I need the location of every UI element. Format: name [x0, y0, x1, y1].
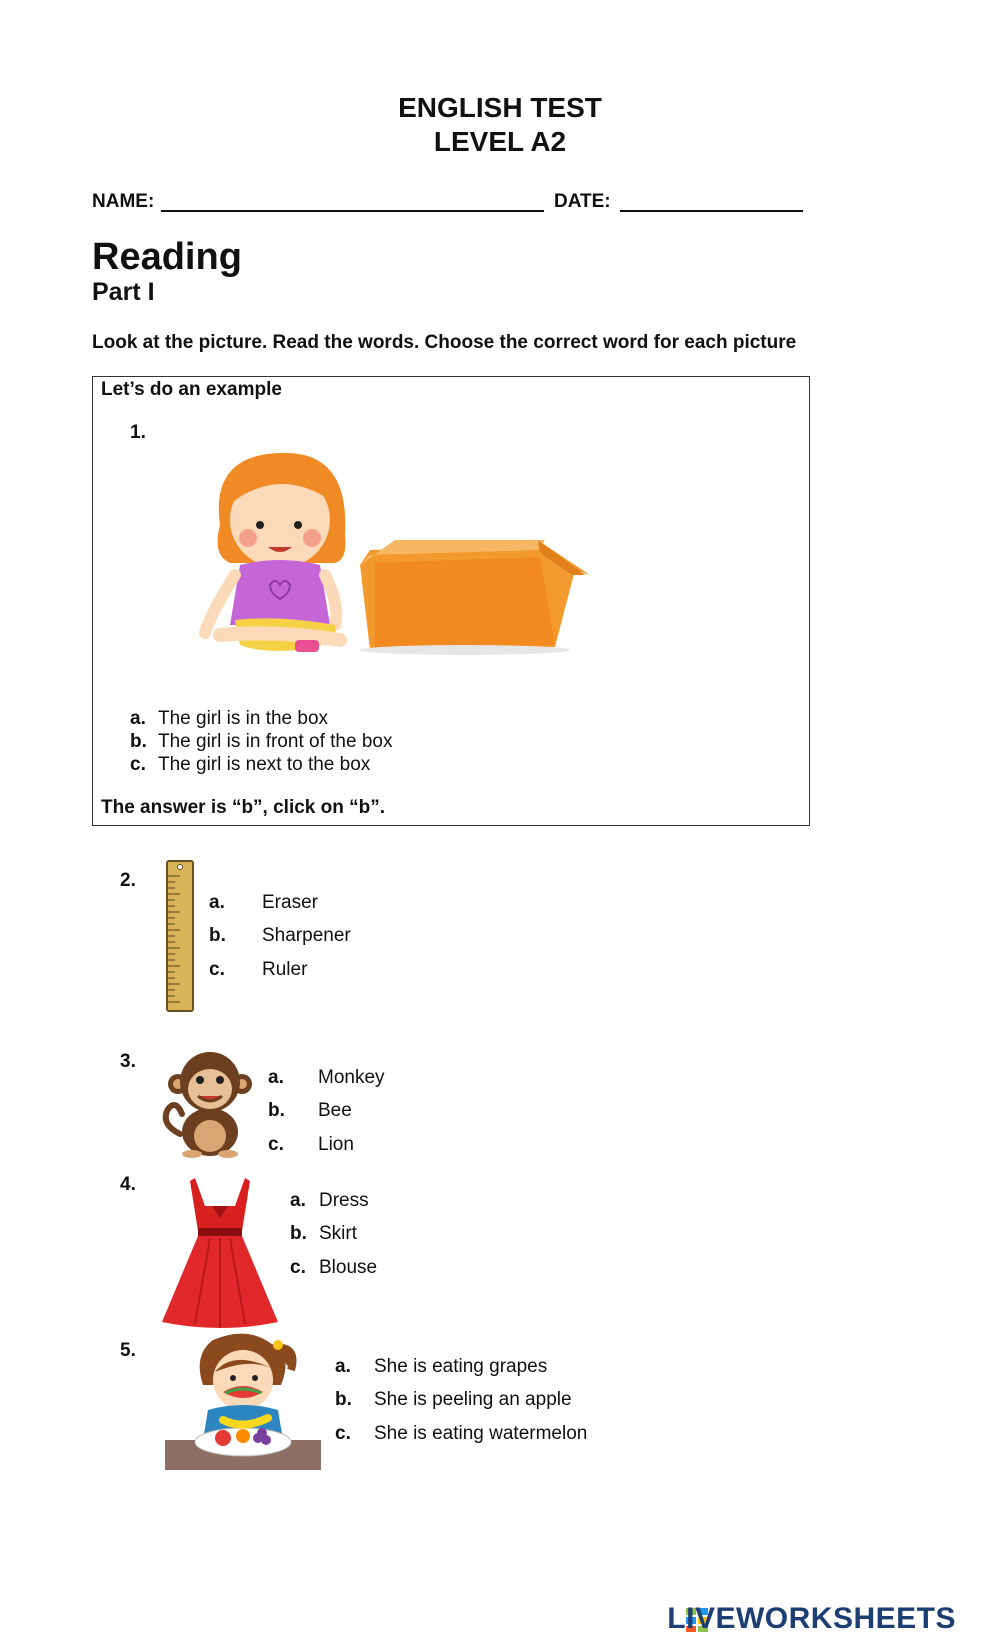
option-letter: b.	[209, 925, 226, 946]
option-text: The girl is in the box	[158, 708, 329, 729]
example-option-c[interactable]	[130, 753, 370, 776]
option-letter: a.	[290, 1190, 306, 1211]
question-number: 4.	[120, 1174, 136, 1195]
option-letter: a.	[335, 1356, 351, 1377]
question-number: 2.	[120, 870, 136, 891]
q5-option-b[interactable]	[335, 1388, 572, 1411]
option-text: Blouse	[319, 1257, 378, 1278]
liveworksheets-watermark: LIVEWORKSHEETS	[667, 1602, 956, 1635]
option-text: Ruler	[262, 959, 308, 980]
test-level: LEVEL A2	[433, 126, 567, 157]
date-field[interactable]	[620, 210, 803, 212]
option-letter: c.	[290, 1257, 306, 1278]
section-part: Part I	[92, 278, 155, 306]
section-title: Reading	[92, 236, 242, 278]
option-text: The girl is in front of the box	[158, 731, 393, 752]
ruler-image	[166, 860, 194, 1012]
example-number: 1.	[130, 422, 146, 443]
option-text: She is eating watermelon	[374, 1423, 588, 1444]
option-letter: b.	[290, 1223, 307, 1244]
girl-eating-image	[163, 1330, 323, 1472]
q5-option-a[interactable]	[335, 1355, 547, 1378]
option-text: Bee	[318, 1100, 352, 1121]
option-text: Dress	[319, 1190, 369, 1211]
option-text: Skirt	[319, 1223, 357, 1244]
q2-option-a[interactable]	[209, 891, 318, 914]
date-label: DATE:	[554, 191, 611, 212]
instructions: Look at the picture. Read the words. Choose the correct word for each picture	[92, 332, 797, 353]
option-letter: c.	[130, 754, 146, 775]
q3-option-a[interactable]	[268, 1066, 385, 1089]
question-number: 3.	[120, 1051, 136, 1072]
girl-next-to-box-image	[200, 445, 620, 685]
option-letter: c.	[268, 1134, 284, 1155]
option-letter: b.	[335, 1389, 352, 1410]
option-text: Monkey	[318, 1067, 385, 1088]
option-letter: c.	[335, 1423, 351, 1444]
name-field[interactable]	[161, 210, 544, 212]
option-letter: c.	[209, 959, 225, 980]
example-option-a[interactable]	[130, 707, 328, 730]
example-heading: Let’s do an example	[101, 379, 282, 400]
example-answer-note: The answer is “b”, click on “b”.	[101, 797, 386, 818]
option-text: Lion	[318, 1134, 354, 1155]
question-number: 5.	[120, 1340, 136, 1361]
dress-image	[160, 1176, 280, 1332]
option-text: Sharpener	[262, 925, 351, 946]
option-letter: b.	[130, 731, 147, 752]
monkey-image	[160, 1044, 260, 1158]
q2-option-c[interactable]	[209, 958, 307, 981]
q3-option-b[interactable]	[268, 1099, 352, 1122]
q4-option-c[interactable]	[290, 1256, 377, 1279]
q5-option-c[interactable]	[335, 1422, 587, 1445]
option-letter: a.	[130, 708, 146, 729]
option-text: Eraser	[262, 892, 318, 913]
option-text: The girl is next to the box	[158, 754, 371, 775]
q4-option-b[interactable]	[290, 1222, 357, 1245]
q2-option-b[interactable]	[209, 924, 351, 947]
option-text: She is peeling an apple	[374, 1389, 572, 1410]
option-letter: a.	[209, 892, 225, 913]
option-text: She is eating grapes	[374, 1356, 548, 1377]
option-letter: a.	[268, 1067, 284, 1088]
test-title: ENGLISH TEST	[398, 92, 602, 123]
q3-option-c[interactable]	[268, 1133, 354, 1156]
option-letter: b.	[268, 1100, 285, 1121]
q4-option-a[interactable]	[290, 1189, 369, 1212]
example-option-b[interactable]	[130, 730, 392, 753]
name-label: NAME:	[92, 191, 155, 212]
